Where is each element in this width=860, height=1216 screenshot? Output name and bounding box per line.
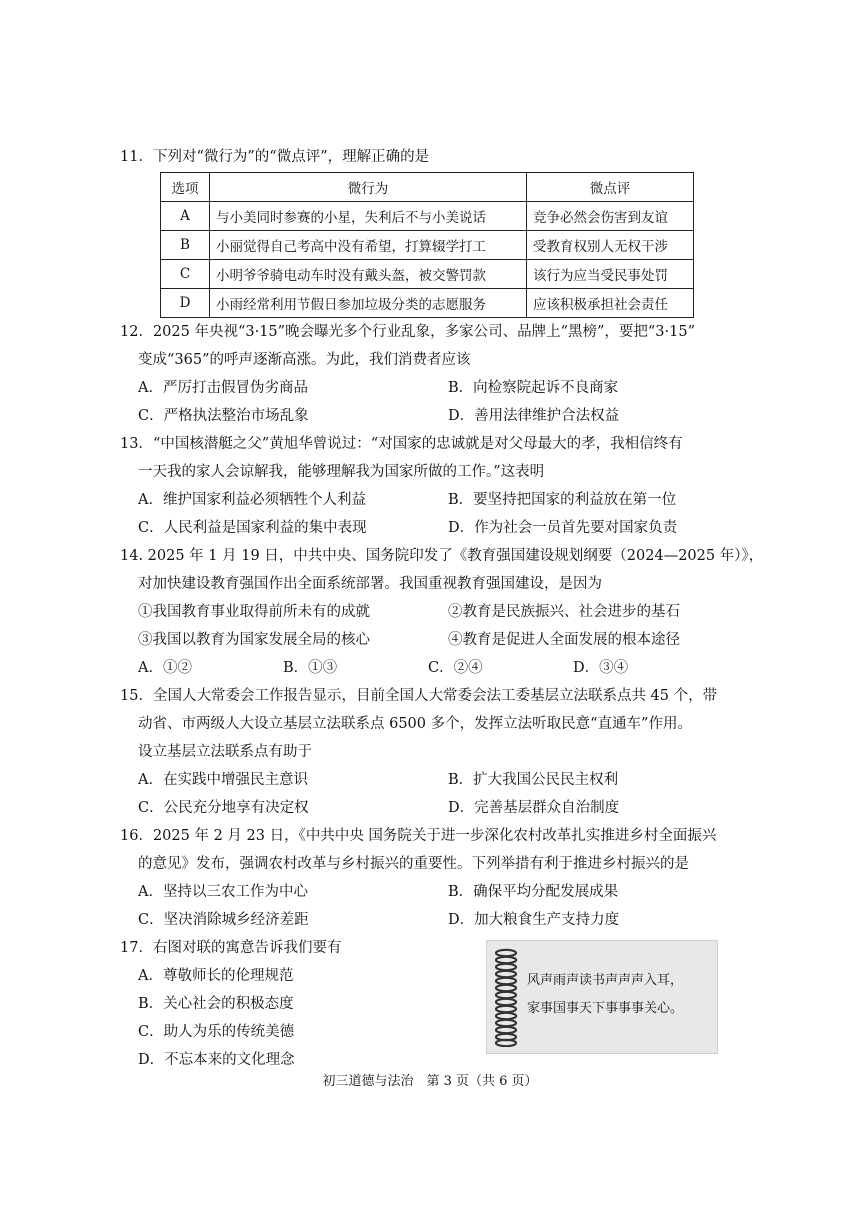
table-cell: 竞争必然会伤害到友谊: [527, 202, 694, 231]
option-a[interactable]: A．维护国家利益必须牺牲个人利益: [138, 492, 366, 508]
question-stem-line: 16．2025 年 2 月 23 日，《中共中央 国务院关于进一步深化农村改革扎实推进乡村全面振兴: [120, 828, 717, 844]
option-b[interactable]: B．要坚持把国家的利益放在第一位: [448, 492, 677, 508]
table-cell: A: [161, 202, 210, 231]
option-b[interactable]: B．①③: [283, 660, 338, 676]
question-stem-line: 设立基层立法联系点有助于: [138, 744, 312, 760]
option-d[interactable]: D．完善基层群众自治制度: [448, 800, 620, 816]
option-c[interactable]: C．坚决消除城乡经济差距: [138, 912, 309, 928]
table-cell: C: [161, 260, 210, 289]
option-c[interactable]: C．人民利益是国家利益的集中表现: [138, 520, 367, 536]
q17-options: [138, 962, 458, 1074]
q13-options: [138, 486, 718, 542]
option-d[interactable]: D．不忘本来的文化理念: [138, 1052, 295, 1068]
option-a[interactable]: A．严厉打击假冒伪劣商品: [138, 380, 308, 396]
option-c[interactable]: C．助人为乐的传统美德: [138, 1024, 295, 1040]
table-cell: 应该积极承担社会责任: [527, 289, 694, 318]
statement-3: ③我国以教育为国家发展全局的核心: [138, 632, 370, 648]
question-13: [120, 430, 720, 486]
statement-2: ②教育是民族振兴、社会进步的基石: [448, 604, 680, 620]
q16-options: [138, 878, 718, 934]
option-d[interactable]: D．善用法律维护合法权益: [448, 408, 620, 424]
couplet-image: [486, 940, 718, 1054]
table-cell: 受教育权别人无权干涉: [527, 231, 694, 260]
option-d[interactable]: D．③④: [573, 660, 629, 676]
question-11: [120, 143, 720, 171]
page-footer: 初三道德与法治 第 3 页（共 6 页）: [322, 1074, 538, 1089]
table-cell: 该行为应当受民事处罚: [527, 260, 694, 289]
option-b[interactable]: B．关心社会的积极态度: [138, 996, 294, 1012]
option-a[interactable]: A．①②: [138, 660, 192, 676]
question-stem: 17．右图对联的寓意告诉我们要有: [120, 940, 342, 956]
option-a[interactable]: A．坚持以三农工作为中心: [138, 884, 308, 900]
table-row: [161, 231, 694, 260]
question-16: [120, 822, 720, 878]
statement-1: ①我国教育事业取得前所未有的成就: [138, 604, 370, 620]
question-stem-line: 12．2025 年央视“3·15”晚会曝光多个行业乱象，多家公司、品牌上“黑榜”，要把“3·15”: [120, 324, 696, 340]
couplet-text: [527, 967, 683, 1023]
header-cell: 选项: [161, 173, 210, 202]
question-stem-line: 的意见》发布，强调农村改革与乡村振兴的重要性。下列举措有利于推进乡村振兴的是: [138, 856, 689, 872]
table-cell: 与小美同时参赛的小星，失利后不与小美说话: [210, 202, 527, 231]
option-c[interactable]: C．②④: [428, 660, 483, 676]
question-stem-line: 动省、市两级人大设立基层立法联系点 6500 多个，发挥立法听取民意“直通车”作用。: [138, 716, 692, 732]
table-cell: 小明爷爷骑电动车时没有戴头盔，被交警罚款: [210, 260, 527, 289]
question-stem-line: 14. 2025 年 1 月 19 日，中共中央、国务院印发了《教育强国建设规划纲要（2024—2025 年）》，: [120, 548, 764, 564]
couplet-line-1: 风声雨声读书声声声入耳，: [527, 973, 684, 988]
option-a[interactable]: A．尊敬师长的伦理规范: [138, 968, 294, 984]
question-stem-line: 一天我的家人会谅解我，能够理解我为国家所做的工作。”这表明: [138, 464, 545, 480]
question-15: [120, 682, 720, 766]
q12-options: [138, 374, 718, 430]
header-cell: 微行为: [210, 173, 527, 202]
statement-4: ④教育是促进人全面发展的根本途径: [448, 632, 680, 648]
header-cell: 微点评: [527, 173, 694, 202]
couplet-line-2: 家事国事天下事事事关心。: [527, 1001, 684, 1016]
table-row: [161, 202, 694, 231]
q15-options: [138, 766, 718, 822]
question-12: [120, 318, 720, 374]
option-a[interactable]: A．在实践中增强民主意识: [138, 772, 308, 788]
table-cell: 小雨经常利用节假日参加垃圾分类的志愿服务: [210, 289, 527, 318]
question-stem-line: 15．全国人大常委会工作报告显示，目前全国人大常委会法工委基层立法联系点共 45 个，带: [120, 688, 718, 704]
question-stem-line: 对加快建设教育强国作出全面系统部署。我国重视教育强国建设，是因为: [138, 576, 602, 592]
question-stem: 11．下列对“微行为”的“微点评”，理解正确的是: [120, 149, 430, 165]
table-cell: 小丽觉得自己考高中没有希望，打算辍学打工: [210, 231, 527, 260]
question-stem-line: 13．“中国核潜艇之父”黄旭华曾说过：“对国家的忠诚就是对父母最大的孝，我相信终有: [120, 436, 683, 452]
question-stem-line: 变成“365”的呼声逐渐高涨。为此，我们消费者应该: [138, 352, 471, 368]
option-d[interactable]: D．加大粮食生产支持力度: [448, 912, 620, 928]
table-row: [161, 289, 694, 318]
spiral-binding-icon: [493, 947, 519, 1047]
question-14: [120, 542, 764, 598]
option-c[interactable]: C．公民充分地享有决定权: [138, 800, 309, 816]
table-row: [161, 260, 694, 289]
option-b[interactable]: B．向检察院起诉不良商家: [448, 380, 619, 396]
table-cell: B: [161, 231, 210, 260]
option-c[interactable]: C．严格执法整治市场乱象: [138, 408, 309, 424]
q14-statements: [138, 598, 718, 682]
table-header-row: [161, 173, 694, 202]
option-d[interactable]: D．作为社会一员首先要对国家负责: [448, 520, 678, 536]
option-b[interactable]: B．确保平均分配发展成果: [448, 884, 619, 900]
q11-table: [160, 172, 694, 318]
option-b[interactable]: B．扩大我国公民民主权利: [448, 772, 619, 788]
table-cell: D: [161, 289, 210, 318]
